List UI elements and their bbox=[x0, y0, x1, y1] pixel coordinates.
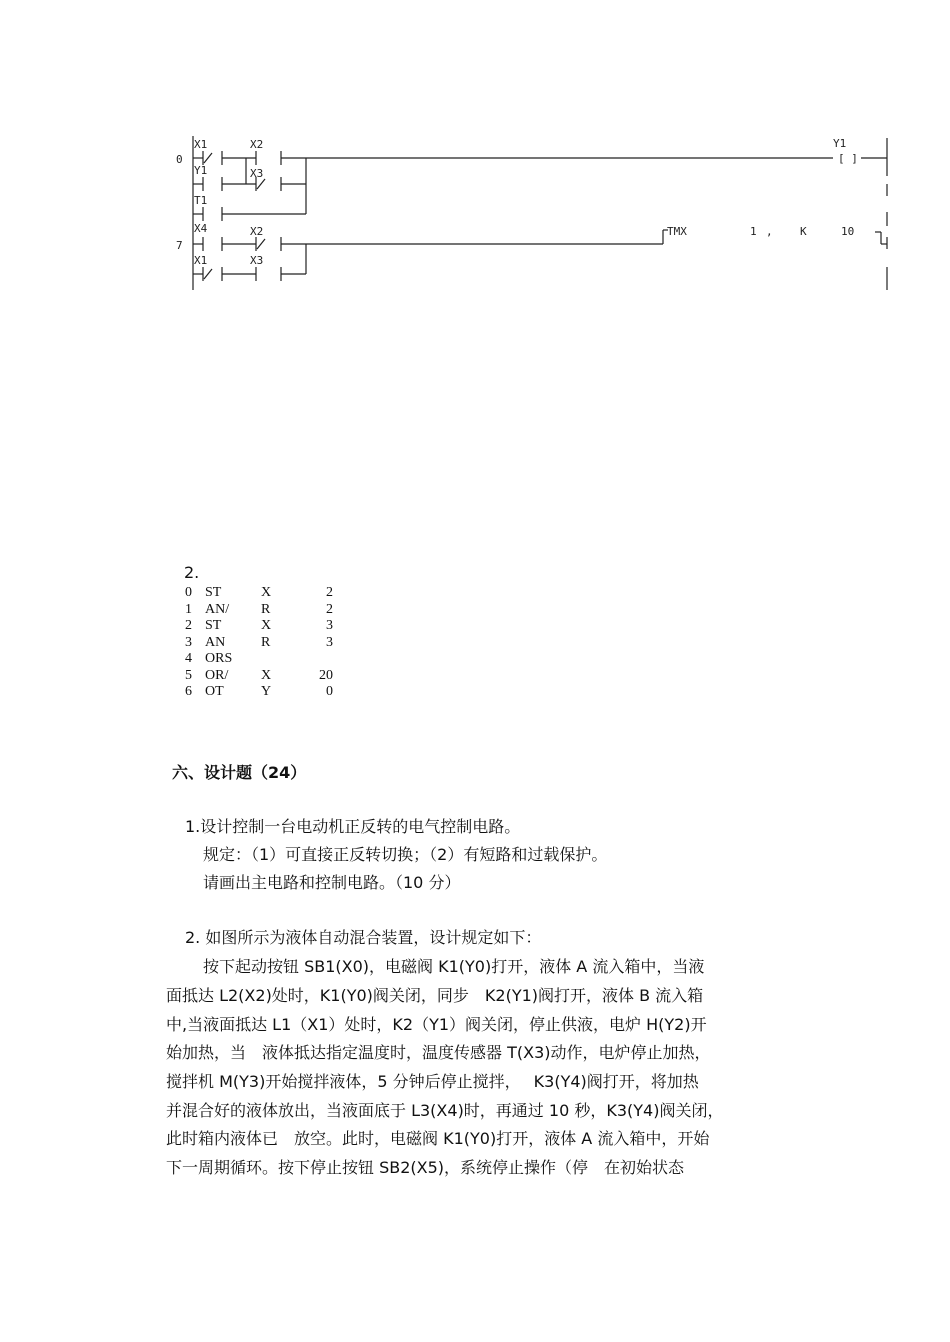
contact-label-y1: Y1 bbox=[194, 164, 208, 177]
opcode: AN/ bbox=[205, 601, 230, 617]
timer-instruction: TMX bbox=[667, 225, 687, 238]
step: 3 bbox=[185, 634, 192, 650]
step: 0 bbox=[185, 585, 192, 600]
operand: 3 bbox=[326, 634, 333, 650]
contact-label-t1: T1 bbox=[194, 194, 208, 207]
step-label-7: 7 bbox=[176, 239, 183, 252]
design-q2-line: 此时箱内液体已 放空。此时，电磁阀 K1(Y0)打开，液体 A 流入箱中，开始 bbox=[166, 1129, 710, 1148]
contact-label-x1: X1 bbox=[194, 138, 208, 151]
instruction-row bbox=[185, 618, 345, 635]
design-q2-heading: 2. 如图所示为液体自动混合装置，设计规定如下： bbox=[185, 928, 542, 947]
contact-label-x3-rung7: X3 bbox=[250, 254, 264, 267]
step-label-0: 0 bbox=[176, 153, 183, 166]
ladder-diagram bbox=[168, 134, 894, 292]
step: 2 bbox=[185, 618, 192, 633]
instruction-row bbox=[185, 585, 345, 602]
device: X bbox=[261, 667, 272, 683]
timer-value: 10 bbox=[841, 225, 855, 238]
design-q2-line: 按下起动按钮 SB1(X0)，电磁阀 K1(Y0)打开，液体 A 流入箱中，当液 bbox=[203, 957, 705, 976]
design-q2-line: 下一周期循环。按下停止按钮 SB2(X5)，系统停止操作（停 在初始状态 bbox=[166, 1158, 685, 1177]
coil-label-y1: Y1 bbox=[833, 137, 847, 150]
instruction-row bbox=[185, 668, 345, 685]
step: 5 bbox=[185, 667, 192, 683]
device: X bbox=[261, 618, 272, 633]
timer-number: 1 bbox=[750, 225, 757, 238]
instruction-list bbox=[185, 585, 345, 701]
instruction-row bbox=[185, 651, 345, 668]
section-title: 六、设计题（24） bbox=[172, 763, 307, 782]
opcode: ST bbox=[205, 585, 222, 600]
contact-label-x2-rung7: X2 bbox=[250, 225, 264, 238]
design-q2-line: 并混合好的液体放出，当液面底于 L3(X4)时，再通过 10 秒，K3(Y4)阀关闭， bbox=[166, 1101, 724, 1120]
instruction-row bbox=[185, 602, 345, 619]
design-q1-line1: 1.设计控制一台电动机正反转的电气控制电路。 bbox=[185, 817, 521, 836]
timer-comma: , bbox=[766, 225, 773, 238]
design-q2-line: 中,当液面抵达 L1（X1）处时，K2（Y1）阀关闭，停止供液，电炉 H(Y2)开 bbox=[166, 1015, 707, 1034]
operand: 2 bbox=[326, 585, 333, 600]
step: 1 bbox=[185, 601, 192, 617]
operand: 2 bbox=[326, 601, 333, 617]
design-q2-line: 始加热，当 液体抵达指定温度时，温度传感器 T(X3)动作，电炉停止加热， bbox=[166, 1043, 711, 1062]
timer-k: K bbox=[800, 225, 807, 238]
device bbox=[261, 651, 303, 668]
design-q1-line2: 规定：（1）可直接正反转切换；（2）有短路和过载保护。 bbox=[203, 845, 608, 864]
instruction-row bbox=[185, 684, 345, 701]
opcode: AN bbox=[205, 634, 226, 650]
operand: 3 bbox=[326, 618, 333, 633]
device: R bbox=[261, 601, 271, 617]
contact-label-x2: X2 bbox=[250, 138, 264, 151]
step: 6 bbox=[185, 684, 192, 699]
design-q2-line: 搅拌机 M(Y3)开始搅拌液体，5 分钟后停止搅拌， K3(Y4)阀打开，将加热 bbox=[166, 1072, 699, 1091]
opcode: OR/ bbox=[205, 667, 229, 683]
device: R bbox=[261, 634, 271, 650]
contact-label-x3: X3 bbox=[250, 167, 264, 180]
opcode: ST bbox=[205, 618, 222, 633]
operand: 20 bbox=[319, 667, 333, 683]
design-q1-line3: 请画出主电路和控制电路。（10 分） bbox=[203, 873, 461, 892]
instruction-row bbox=[185, 635, 345, 652]
question-2-label: 2. bbox=[184, 563, 200, 582]
design-q2-line: 面抵达 L2(X2)处时，K1(Y0)阀关闭，同步 K2(Y1)阀打开，液体 B 流入箱 bbox=[166, 986, 704, 1005]
contact-label-x4: X4 bbox=[194, 222, 208, 235]
device: X bbox=[261, 585, 272, 600]
step: 4 bbox=[185, 651, 192, 666]
operand bbox=[303, 651, 333, 668]
contact-label-x1-rung7: X1 bbox=[194, 254, 208, 267]
device: Y bbox=[261, 684, 272, 699]
opcode: ORS bbox=[205, 651, 233, 666]
coil-y1: [ ] bbox=[838, 152, 858, 165]
opcode: OT bbox=[205, 684, 224, 699]
operand: 0 bbox=[326, 684, 333, 699]
